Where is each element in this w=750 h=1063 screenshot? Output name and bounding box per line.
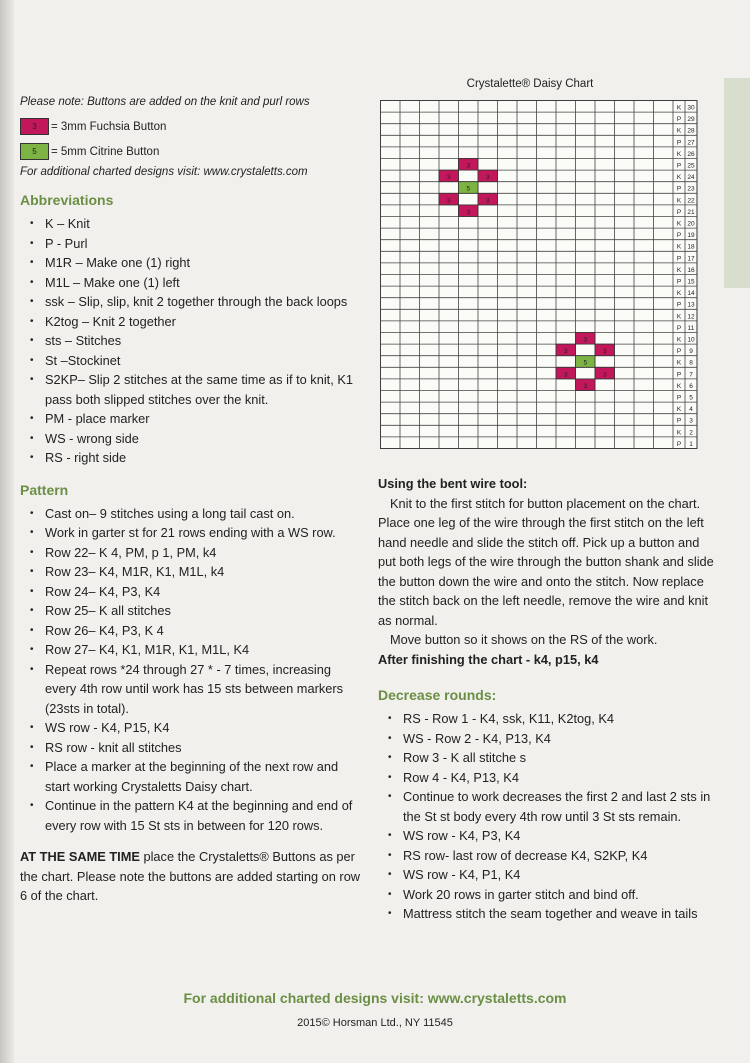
row-number-label: 2 (689, 429, 693, 437)
row-number-label: 12 (687, 313, 695, 321)
row-number-label: 23 (687, 185, 695, 193)
row-number-label: 24 (687, 174, 695, 182)
list-item: • Row 24– K4, P3, K4 (20, 582, 365, 602)
row-number-label: 30 (687, 104, 695, 112)
row-number-label: 22 (687, 197, 695, 205)
list-item: • Row 23– K4, M1R, K1, M1L, k4 (20, 562, 365, 582)
list-item: • PM - place marker (20, 409, 365, 429)
row-side-label: K (676, 359, 682, 367)
chart-button-number: 3 (583, 336, 588, 344)
chart-button-number: 3 (446, 174, 451, 182)
row-side-label: K (676, 243, 682, 251)
row-side-label: K (676, 174, 682, 182)
chart-button-number: 3 (602, 371, 607, 379)
row-side-label: P (676, 348, 682, 356)
list-item: • WS row - K4, P15, K4 (20, 718, 365, 738)
row-side-label: K (676, 127, 682, 135)
row-side-label: K (676, 290, 682, 298)
row-side-label: P (676, 301, 682, 309)
after-chart-note: After finishing the chart - k4, p15, k4 (378, 651, 599, 667)
row-number-label: 21 (687, 208, 695, 216)
chart-button-number: 3 (446, 197, 451, 205)
row-side-label: K (676, 266, 682, 274)
row-number-label: 6 (689, 382, 693, 390)
row-side-label: K (676, 197, 682, 205)
chart-button-number: 3 (583, 382, 588, 390)
list-item: • Continue to work decreases the first 2 and last 2 sts in the St st body every 4th row until 3 St sts remain. (378, 787, 718, 826)
list-item: • K – Knit (20, 214, 365, 234)
list-item: • WS - wrong side (20, 429, 365, 449)
row-side-label: K (676, 406, 682, 414)
row-side-label: P (676, 371, 682, 379)
chart-button-number: 5 (466, 185, 471, 193)
list-item: • Row 22– K 4, PM, p 1, PM, k4 (20, 543, 365, 563)
decrease-header: Decrease rounds: (378, 687, 497, 703)
list-item: • sts – Stitches (20, 331, 365, 351)
daisy-chart (380, 100, 712, 452)
row-number-label: 1 (689, 440, 693, 448)
list-item: • St –Stockinet (20, 351, 365, 371)
row-number-label: 4 (689, 406, 693, 414)
row-side-label: P (676, 278, 682, 286)
list-item: • ssk – Slip, slip, knit 2 together through the back loops (20, 292, 365, 312)
list-item: • Work in garter st for 21 rows ending with a WS row. (20, 523, 365, 543)
list-item: • S2KP– Slip 2 stitches at the same time as if to knit, K1 pass both slipped stitches over the knit. (20, 370, 365, 409)
chart-button-number: 3 (602, 348, 607, 356)
decrease-list (378, 709, 718, 924)
list-item: • Row 3 - K all stitche s (378, 748, 718, 768)
row-number-label: 26 (687, 150, 695, 158)
list-item: • Cast on– 9 stitches using a long tail cast on. (20, 504, 365, 524)
row-number-label: 25 (687, 162, 695, 170)
row-number-label: 9 (689, 348, 693, 356)
row-number-label: 7 (689, 371, 693, 379)
list-item: • Continue in the pattern K4 at the beginning and end of every row with 15 St sts in between for 120 rows. (20, 796, 365, 835)
row-number-label: 29 (687, 116, 695, 124)
list-item: • Row 27– K4, K1, M1R, K1, M1L, K4 (20, 640, 365, 660)
list-item: • Mattress stitch the seam together and weave in tails (378, 904, 718, 924)
row-side-label: K (676, 336, 682, 344)
row-side-label: K (676, 429, 682, 437)
legend-fuchsia (20, 118, 365, 135)
bent-wire-paragraph-2: Move button so it shows on the RS of the work. (390, 632, 658, 647)
same-time-text: place the Crystaletts® Buttons as per the chart. Please note the buttons are added starting on row 6 of the chart. (20, 849, 361, 903)
list-item: • K2tog – Knit 2 together (20, 312, 365, 332)
row-number-label: 13 (687, 301, 695, 309)
row-side-label: P (676, 162, 682, 170)
row-side-label: P (676, 116, 682, 124)
abbreviations-header: Abbreviations (20, 192, 114, 208)
visit-note: For additional charted designs visit: www.crystaletts.com (20, 166, 308, 178)
row-number-label: 8 (689, 359, 693, 367)
row-number-label: 16 (687, 266, 695, 274)
row-number-label: 10 (687, 336, 695, 344)
list-item: • Work 20 rows in garter stitch and bind off. (378, 885, 718, 905)
legend-citrine (20, 143, 365, 160)
row-number-label: 27 (687, 139, 695, 147)
row-number-label: 18 (687, 243, 695, 251)
list-item: • P - Purl (20, 234, 365, 254)
row-side-label: P (676, 394, 682, 402)
chart-button-number: 3 (485, 197, 490, 205)
list-item: • M1R – Make one (1) right (20, 253, 365, 273)
pattern-header: Pattern (20, 481, 69, 498)
row-number-label: 28 (687, 127, 695, 135)
list-item: • Row 26– K4, P3, K 4 (20, 621, 365, 641)
list-item: • WS row - K4, P1, K4 (378, 865, 718, 885)
row-side-label: P (676, 324, 682, 332)
list-item: • Row 4 - K4, P13, K4 (378, 768, 718, 788)
row-side-label: K (676, 382, 682, 390)
list-item: • Row 25– K all stitches (20, 601, 365, 621)
copyright: 2015© Horsman Ltd., NY 11545 (297, 1017, 453, 1029)
page-edge-tab (724, 78, 750, 288)
list-item: • Repeat rows *24 through 27 * - 7 times, increasing every 4th row until work has 15 sts between markers (23sts in total). (20, 660, 365, 719)
abbreviations-list (20, 214, 365, 468)
citrine-button-label: = 5mm Citrine Button (51, 145, 160, 158)
row-side-label: P (676, 139, 682, 147)
left-column (20, 96, 365, 918)
row-number-label: 11 (687, 324, 695, 332)
row-side-label: K (676, 104, 682, 112)
row-number-label: 19 (687, 232, 695, 240)
list-item: • WS - Row 2 - K4, P13, K4 (378, 729, 718, 749)
fuchsia-button-label: = 3mm Fuchsia Button (51, 120, 167, 133)
page-binding-shadow (0, 0, 14, 1063)
row-side-label: K (676, 220, 682, 228)
chart-title: Crystalette® Daisy Chart (466, 78, 594, 90)
pattern-list (20, 504, 365, 836)
fuchsia-button-swatch: 3 (20, 118, 49, 135)
chart-button-number: 3 (466, 162, 471, 170)
bent-wire-header: Using the bent wire tool: (378, 476, 528, 491)
row-number-label: 17 (687, 255, 695, 263)
citrine-button-swatch: 5 (20, 143, 49, 160)
footer-link-text: For additional charted designs visit: www.crystaletts.com (183, 990, 567, 1006)
chart-button-number: 3 (563, 371, 568, 379)
chart-button-number: 3 (466, 208, 471, 216)
bent-wire-paragraph: Knit to the first stitch for button placement on the chart. Place one leg of the wire through the first stitch on the left hand needle and slide the stitch off. Pick up a button and put both legs of the wire through the button shank and slide the button down the wire and onto the stitch. Now replace the stitch back on the left needle, remove the wire and knit as normal. (378, 495, 714, 628)
same-time-note (20, 847, 365, 906)
list-item: • Place a marker at the beginning of the next row and start working Crystaletts Daisy chart. (20, 757, 365, 796)
list-item: • RS - Row 1 - K4, ssk, K11, K2tog, K4 (378, 709, 718, 729)
row-number-label: 5 (689, 394, 693, 402)
list-item: • RS - right side (20, 448, 365, 468)
row-side-label: P (676, 185, 682, 193)
row-number-label: 15 (687, 278, 695, 286)
row-number-label: 14 (687, 290, 695, 298)
chart-button-number: 5 (583, 359, 588, 367)
row-side-label: P (676, 417, 682, 425)
row-side-label: P (676, 208, 682, 216)
row-side-label: K (676, 313, 682, 321)
row-side-label: P (676, 232, 682, 240)
right-column (378, 474, 718, 924)
list-item: • RS row- last row of decrease K4, S2KP, K4 (378, 846, 718, 866)
button-note: Please note: Buttons are added on the knit and purl rows (20, 96, 310, 108)
row-number-label: 3 (689, 417, 693, 425)
same-time-bold: AT THE SAME TIME (20, 849, 140, 864)
row-side-label: P (676, 440, 682, 448)
chart-button-number: 3 (485, 174, 490, 182)
list-item: • RS row - knit all stitches (20, 738, 365, 758)
row-number-label: 20 (687, 220, 695, 228)
list-item: • WS row - K4, P3, K4 (378, 826, 718, 846)
row-side-label: P (676, 255, 682, 263)
row-side-label: K (676, 150, 682, 158)
list-item: • M1L – Make one (1) left (20, 273, 365, 293)
chart-button-number: 3 (563, 348, 568, 356)
